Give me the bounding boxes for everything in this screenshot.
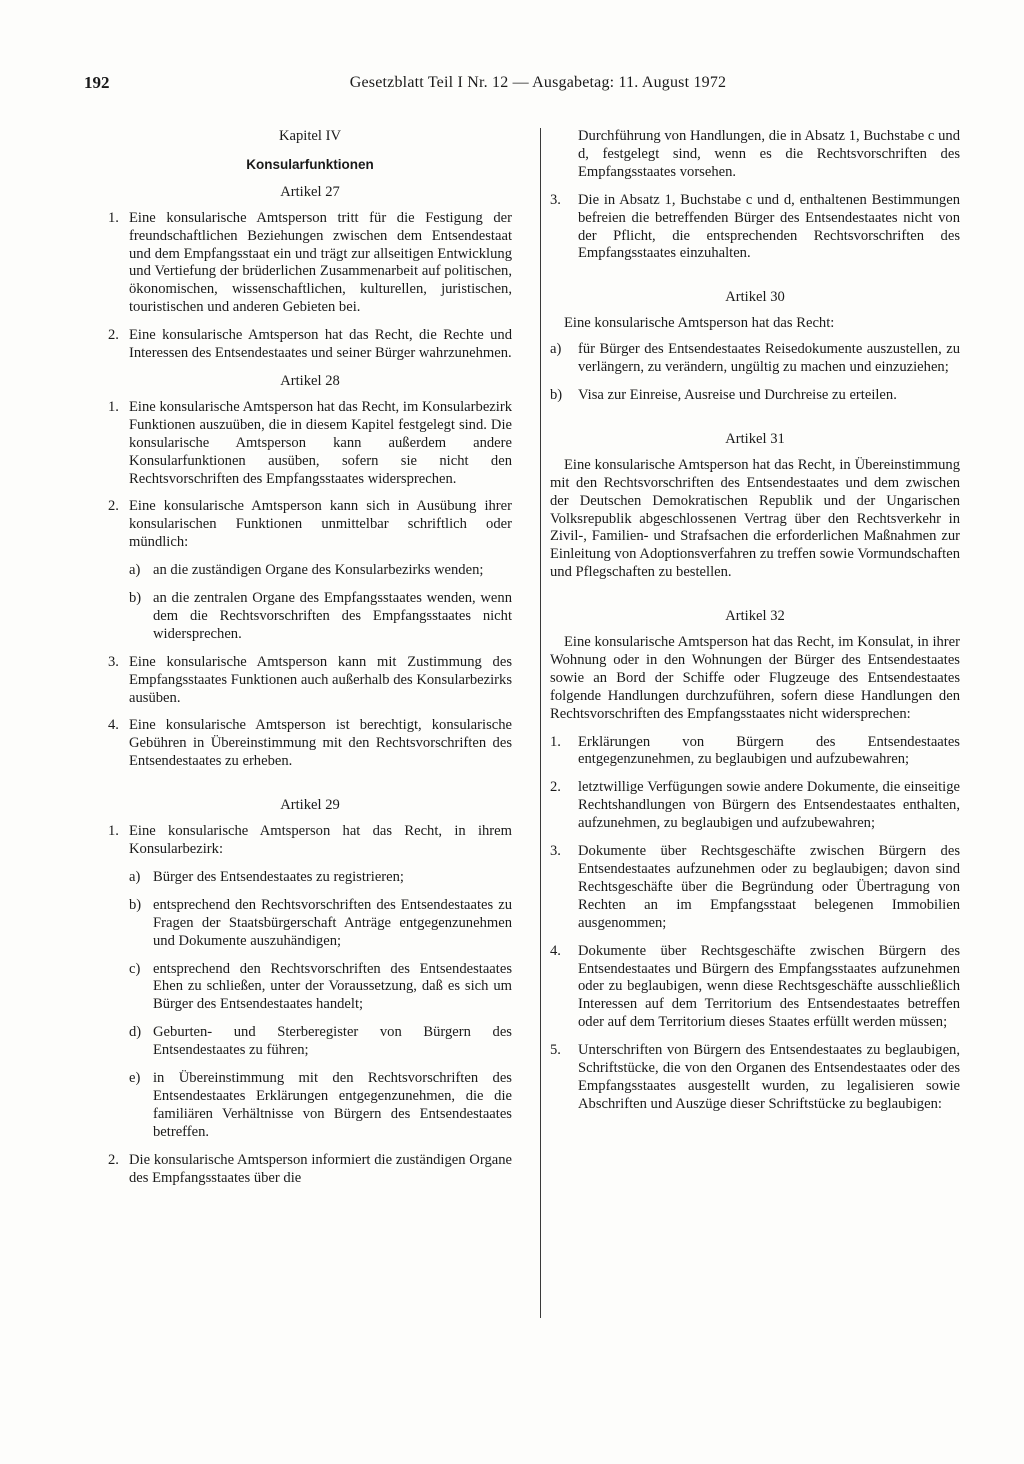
- list-item: [108, 654, 512, 708]
- item-text: Eine konsularische Amtsperson kann mit Zustimmung des Empfangsstaates Funktionen auch außerhalb des Konsularbezirks ausüben.: [129, 653, 512, 706]
- item-number: 3.: [550, 843, 561, 860]
- sub-item-letter: b): [129, 896, 142, 913]
- sub-item: [129, 961, 512, 1015]
- item-text: Unterschriften von Bürgern des Entsendestaates zu beglaubigen, Schriftstücke, die von den Organen des Entsendestaates oder des Empfangsstaates ausgestellt wurden, zu legalisieren sowie Abschriften und Auszüge dieser Schriftstücke zu beglaubigen:: [578, 1042, 960, 1112]
- sub-item-text: Bürger des Entsendestaates zu registrieren;: [153, 868, 404, 885]
- item-number: 1.: [108, 823, 119, 840]
- item-text: letztwillige Verfügungen sowie andere Dokumente, die einseitige Rechtshandlungen von Bürgern des Entsendestaates enthalten, aufzunehmen, zu beglaubigen und aufzubewahren;: [578, 779, 960, 832]
- publication-header: Gesetzblatt Teil I Nr. 12 — Ausgabetag: 11. August 1972: [349, 74, 727, 91]
- sub-item-text: Visa zur Einreise, Ausreise und Durchreise zu erteilen.: [578, 386, 897, 403]
- article-heading: Artikel 27: [280, 183, 340, 200]
- sub-item-letter: b): [129, 590, 142, 607]
- sub-item-text: an die zentralen Organe des Empfangsstaates wenden, wenn dem die Rechtsvorschriften des Empfangsstaates nicht widersprechen.: [153, 590, 512, 642]
- sub-item: [129, 562, 512, 580]
- list-item: [550, 843, 960, 933]
- list-item: [108, 717, 512, 771]
- item-text: Erklärungen von Bürgern des Entsendestaates entgegenzunehmen, zu beglaubigen und aufzubewahren;: [578, 733, 960, 768]
- sub-item-text: entsprechend den Rechtsvorschriften des Entsendestaates Ehen zu schließen, unter der Voraussetzung, daß es sich um Bürger des Entsendestaates handelt;: [153, 960, 512, 1013]
- sub-item-text: Geburten- und Sterberegister von Bürgern des Entsendestaates zu führen;: [153, 1024, 512, 1059]
- sub-item-letter: c): [129, 960, 141, 977]
- item-number: 1.: [108, 209, 119, 226]
- list-item: [108, 327, 512, 363]
- article-heading: Artikel 28: [280, 372, 340, 389]
- item-text: Die konsularische Amtsperson informiert die zuständigen Organe des Empfangsstaates über die: [129, 1151, 512, 1186]
- left-column: [108, 128, 512, 1198]
- sub-item: [129, 869, 512, 887]
- sub-item-letter: a): [550, 341, 562, 358]
- item-text: Eine konsularische Amtsperson hat das Recht, die Rechte und Interessen des Entsendestaates und seiner Bürger wahrzunehmen.: [129, 327, 512, 362]
- column-divider: [540, 128, 541, 1318]
- article-heading: Artikel 29: [280, 797, 340, 814]
- item-number: 2.: [108, 327, 119, 344]
- sub-item-text: entsprechend den Rechtsvorschriften des Entsendestaates zu Fragen der Staatsbürgerschaft Anträge entgegenzunehmen und Dokumente auszuhändigen;: [153, 896, 512, 949]
- sub-item-text: in Übereinstimmung mit den Rechtsvorschriften des Entsendestaates Erklärungen entgegenzunehmen, die die familiären Verhältnisse von Bürgern des Entsendestaates betreffen.: [153, 1070, 512, 1140]
- sub-item: [129, 1024, 512, 1060]
- page-number: 192: [84, 73, 110, 92]
- list-item: [108, 823, 512, 859]
- item-number: 4.: [550, 942, 561, 959]
- paragraph: Eine konsularische Amtsperson hat das Recht, in Übereinstimmung mit den Rechtsvorschriften des Entsendestaates und dem zwischen der Deutschen Demokratischen Republik und der Ungarischen Volksrepublik abgeschlossenen Vertrag über den Rechtsverkehr in Zivil-, Familien- und Strafsachen die erforderlichen Maßnahmen zur Einleitung von Adoptionsverfahren zu treffen sowie Vormundschaften und Pflegschaften zu bestellen.: [550, 456, 960, 581]
- sub-item: [129, 897, 512, 951]
- sub-item: [550, 341, 960, 377]
- chapter-heading: Kapitel IV: [278, 128, 341, 144]
- list-item: [550, 734, 960, 770]
- item-text: Dokumente über Rechtsgeschäfte zwischen Bürgern des Entsendestaates und Bürgern des Empfangsstaates aufzunehmen oder zu beglaubigen, wenn diese Rechtsgeschäfte ausschließlich Interessen auf dem Territorium des Entsendestaates betreffen oder auf dem Territorium dieses Staates erfüllt werden müssen;: [578, 942, 960, 1031]
- section-heading: Konsularfunktionen: [246, 156, 374, 172]
- item-number: 4.: [108, 717, 119, 734]
- list-item: [550, 943, 960, 1033]
- item-text: Eine konsularische Amtsperson hat das Recht, in ihrem Konsularbezirk:: [129, 823, 512, 857]
- list-item: [108, 399, 512, 489]
- sub-item-letter: d): [129, 1024, 142, 1041]
- sub-item: [550, 387, 960, 405]
- item-number: 2.: [108, 498, 119, 515]
- sub-item-letter: a): [129, 562, 141, 579]
- list-item: [108, 1152, 512, 1188]
- item-number: 5.: [550, 1042, 561, 1059]
- item-text: Dokumente über Rechtsgeschäfte zwischen Bürgern des Entsendestaates aufzunehmen oder zu beglaubigen; davon sind Rechtsgeschäfte über die Begründung oder Übertragung von Rechten an im Empfangsstaat belegenen Immobilien ausgenommen;: [578, 843, 960, 931]
- sub-item: [129, 590, 512, 644]
- list-item: [550, 1042, 960, 1114]
- right-column: [550, 128, 960, 1124]
- list-item: [108, 210, 512, 317]
- article-heading: Artikel 32: [725, 608, 785, 625]
- sub-item: [129, 1070, 512, 1142]
- page-header: [84, 74, 964, 98]
- item-text: Eine konsularische Amtsperson hat das Recht, im Konsularbezirk Funktionen auszuüben, die in diesem Kapitel festgelegt sind. Die konsularische Amtsperson kann außerdem andere Konsularfunktionen ausüben, sofern sie nicht den Rechtsvorschriften des Empfangsstaates widersprechen.: [129, 398, 512, 487]
- sub-item-text: für Bürger des Entsendestaates Reisedokumente auszustellen, zu verlängern, zu verändern, ungültig zu machen und einzuziehen;: [578, 341, 960, 376]
- item-text: Die in Absatz 1, Buchstabe c und d, enthaltenen Bestimmungen befreien die betreffenden Bürger des Entsendestaates nicht von der Pflicht, die entsprechenden Rechtsvorschriften des Empfangsstaates einzuhalten.: [578, 191, 960, 262]
- item-number: 1.: [550, 733, 561, 750]
- paragraph: Eine konsularische Amtsperson hat das Recht, im Konsulat, in ihrer Wohnung oder in den Wohnungen der Bürger des Entsendestaates sowie an Bord der Schiffe oder Flugzeuge des Entsendestaates folgende Handlungen durchzuführen, sofern diese Handlungen den Rechtsvorschriften des Empfangsstaates nicht widersprechen:: [550, 634, 960, 722]
- item-number: 3.: [108, 653, 119, 670]
- article-heading: Artikel 30: [725, 289, 785, 306]
- sub-item-letter: a): [129, 868, 141, 885]
- item-text: Durchführung von Handlungen, die in Absatz 1, Buchstabe c und d, festgelegt sind, wenn es die Rechtsvorschriften des Empfangsstaates vorsehen.: [578, 128, 960, 180]
- paragraph: Eine konsularische Amtsperson hat das Recht:: [564, 315, 835, 332]
- sub-item-letter: e): [129, 1070, 141, 1087]
- article-heading: Artikel 31: [725, 430, 785, 447]
- item-number: 3.: [550, 191, 561, 208]
- list-item-continuation: [550, 128, 960, 182]
- sub-item-text: an die zuständigen Organe des Konsularbezirks wenden;: [153, 562, 484, 579]
- list-item: [550, 779, 960, 833]
- item-text: Eine konsularische Amtsperson kann sich in Ausübung ihrer konsularischen Funktionen unmittelbar schriftlich oder mündlich:: [129, 498, 512, 551]
- sub-item-letter: b): [550, 386, 563, 403]
- list-item: [108, 498, 512, 552]
- item-text: Eine konsularische Amtsperson ist berechtigt, konsularische Gebühren in Übereinstimmung mit den Rechtsvorschriften des Entsendestaates zu erheben.: [129, 717, 512, 770]
- item-number: 1.: [108, 398, 119, 415]
- item-number: 2.: [108, 1151, 119, 1168]
- item-number: 2.: [550, 779, 561, 796]
- list-item: [550, 192, 960, 264]
- item-text: Eine konsularische Amtsperson tritt für die Festigung der freundschaftlichen Beziehungen zwischen dem Entsendestaat und dem Empfangsstaat ein und trägt zur allseitigen Entwicklung und Vertiefung der brüderlichen Zusammenarbeit auf politischen, ökonomischen, wissenschaftlichen, kulturellen, juristischen, touristischen und anderen Gebieten bei.: [129, 209, 512, 316]
